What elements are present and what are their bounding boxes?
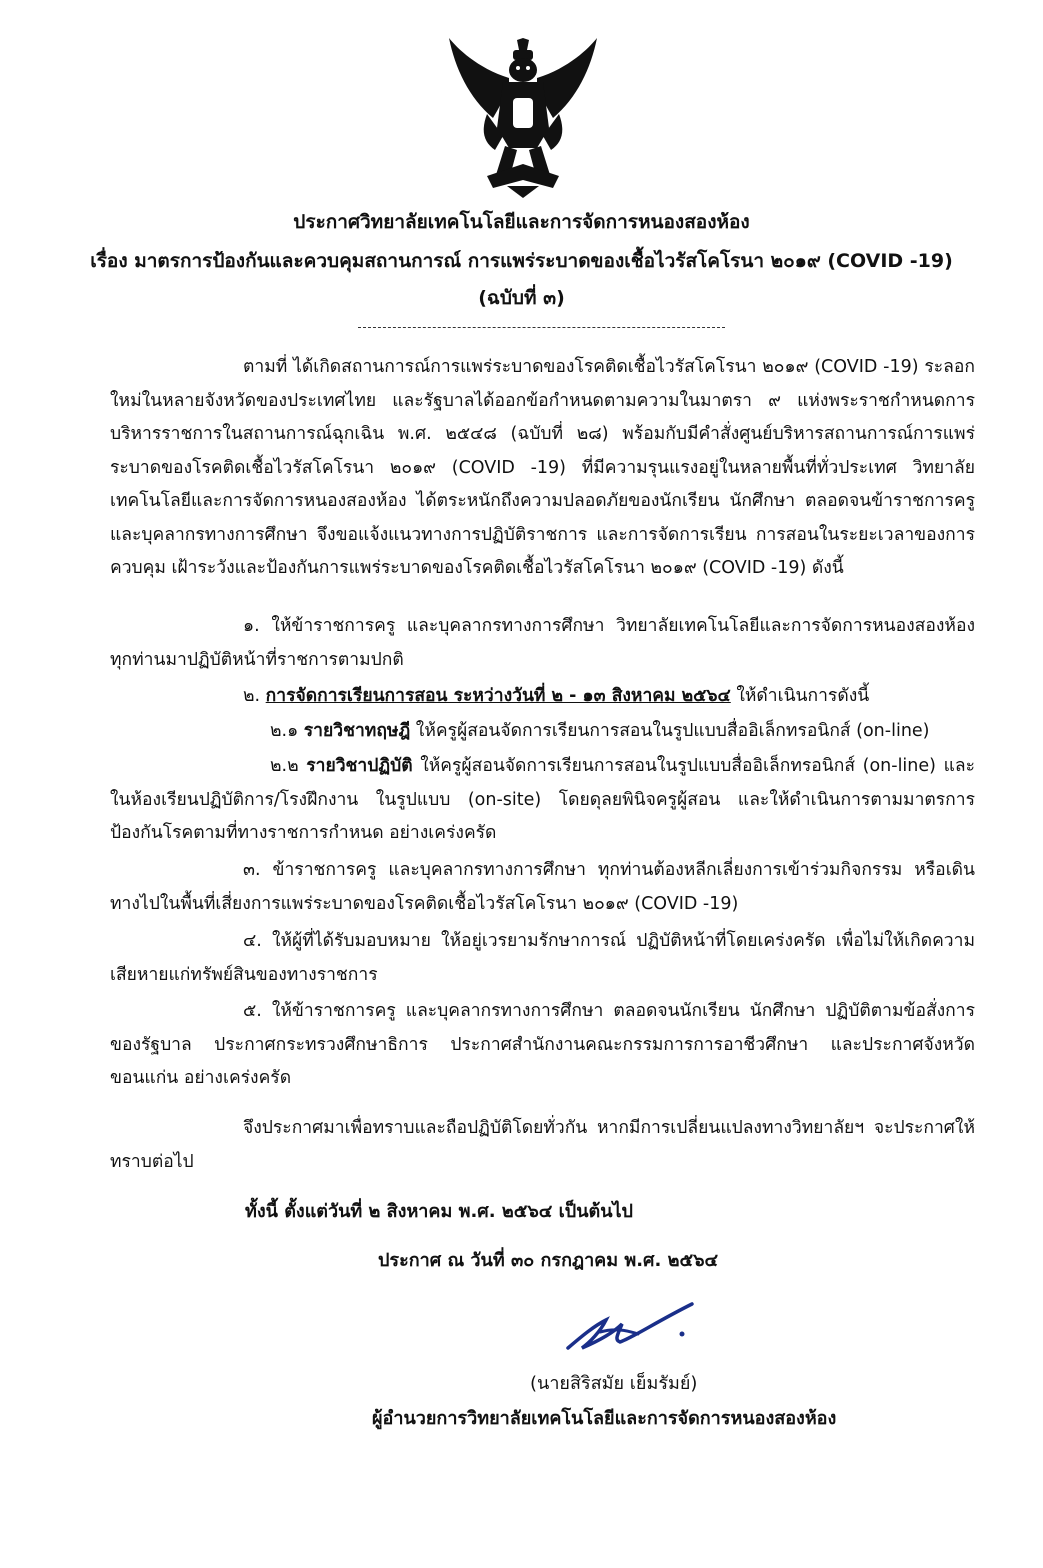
item-2: ๒. การจัดการเรียนการสอน ระหว่างวันที่ ๒ - ๑๓ สิงหาคม ๒๕๖๔ ให้ดำเนินการดังนี้ [243,686,870,706]
item-5: ๕. ให้ข้าราชการครู และบุคลากรทางการศึกษา ตลอดจนนักเรียน นักศึกษา ปฏิบัติตามข้อสั่งการของรัฐบาล ประกาศกระทรวงศึกษาธิการ ประกาศสำนักงานคณะกรรมการการอาชีวศึกษา และประกาศจังหวัดขอนแก่น อย่างเคร่งครัด [110,1001,975,1088]
garuda-emblem-icon [447,38,599,198]
signer-name: (นายสิริสมัย เย็มรัมย์) [530,1373,698,1394]
dashed-divider [358,327,725,328]
announcement-heading: ประกาศวิทยาลัยเทคโนโลยีและการจัดการหนองสองห้อง [293,211,750,233]
item-2-2: ๒.๒ รายวิชาปฏิบัติ ให้ครูผู้สอนจัดการเรียนการสอนในรูปแบบสื่ออิเล็กทรอนิกส์ (on-line) และในห้องเรียนปฏิบัติการ/โรงฝึกงาน ในรูปแบบ (on-site) โดยดุลยพินิจครูผู้สอน และให้ดำเนินการตามมาตรการป้องกันโรคตามที่ทางราชการกำหนด อย่างเคร่งครัด [110,756,975,843]
item-3: ๓. ข้าราชการครู และบุคลากรทางการศึกษา ทุกท่านต้องหลีกเลี่ยงการเข้าร่วมกิจกรรม หรือเดินทางไปในพื้นที่เสี่ยงการแพร่ระบาดของโรคติดเชื้อไวรัสโคโรนา ๒๐๑๙ (COVID -19) [110,860,975,914]
signature-icon [560,1298,700,1358]
closing-paragraph: จึงประกาศมาเพื่อทราบและถือปฏิบัติโดยทั่วกัน หากมีการเปลี่ยนแปลงทางวิทยาลัยฯ จะประกาศให้ทราบต่อไป [110,1118,975,1172]
item-2-1: ๒.๑ รายวิชาทฤษฎี ให้ครูผู้สอนจัดการเรียนการสอนในรูปแบบสื่ออิเล็กทรอนิกส์ (on-line) [270,721,930,741]
effective-date: ทั้งนี้ ตั้งแต่วันที่ ๒ สิงหาคม พ.ศ. ๒๕๖๔ เป็นต้นไป [245,1201,633,1222]
item-4: ๔. ให้ผู้ที่ได้รับมอบหมาย ให้อยู่เวรยามรักษาการณ์ ปฏิบัติหน้าที่โดยเคร่งครัด เพื่อไม่ให้เกิดความเสียหายแก่ทรัพย์สินของทางราชการ [110,931,975,985]
announcement-date: ประกาศ ณ วันที่ ๓๐ กรกฎาคม พ.ศ. ๒๕๖๔ [378,1250,719,1271]
signer-title: ผู้อำนวยการวิทยาลัยเทคโนโลยีและการจัดการหนองสองห้อง [372,1408,837,1429]
announcement-subject: เรื่อง มาตรการป้องกันและควบคุมสถานการณ์ การแพร่ระบาดของเชื้อไวรัสโคโรนา ๒๐๑๙ (COVID -19) [90,250,953,272]
intro-paragraph: ตามที่ ได้เกิดสถานการณ์การแพร่ระบาดของโรคติดเชื้อไวรัสโคโรนา ๒๐๑๙ (COVID -19) ระลอกใหม่ในหลายจังหวัดของประเทศไทย และรัฐบาลได้ออกข้อกำหนดตามความในมาตรา ๙ แห่งพระราชกำหนดการบริหารราชการในสถานการณ์ฉุกเฉิน พ.ศ. ๒๕๔๘ (ฉบับที่ ๒๘) พร้อมกับมีคำสั่งศูนย์บริหารสถานการณ์การแพร่ระบาดของโรคติดเชื้อไวรัสโคโรนา ๒๐๑๙ (COVID -19) ที่มีความรุนแรงอยู่ในหลายพื้นที่ทั่วประเทศ วิทยาลัยเทคโนโลยีและการจัดการหนองสองห้อง ได้ตระหนักถึงความปลอดภัยของนักเรียน นักศึกษา ตลอดจนข้าราชการครู และบุคลากรทางการศึกษา จึงขอแจ้งแนวทางการปฏิบัติราชการ และการจัดการเรียน การสอนในระยะเวลาของการควบคุม เฝ้าระวังและป้องกันการแพร่ระบาดของโรคติดเชื้อไวรัสโคโรนา ๒๐๑๙ (COVID -19) ดังนี้ [110,357,975,578]
item-1: ๑. ให้ข้าราชการครู และบุคลากรทางการศึกษา วิทยาลัยเทคโนโลยีและการจัดการหนองสองห้องทุกท่านมาปฏิบัติหน้าที่ราชการตามปกติ [110,616,975,670]
announcement-edition: (ฉบับที่ ๓) [478,287,565,309]
item-2-dates: การจัดการเรียนการสอน ระหว่างวันที่ ๒ - ๑๓ สิงหาคม ๒๕๖๔ [265,686,731,706]
